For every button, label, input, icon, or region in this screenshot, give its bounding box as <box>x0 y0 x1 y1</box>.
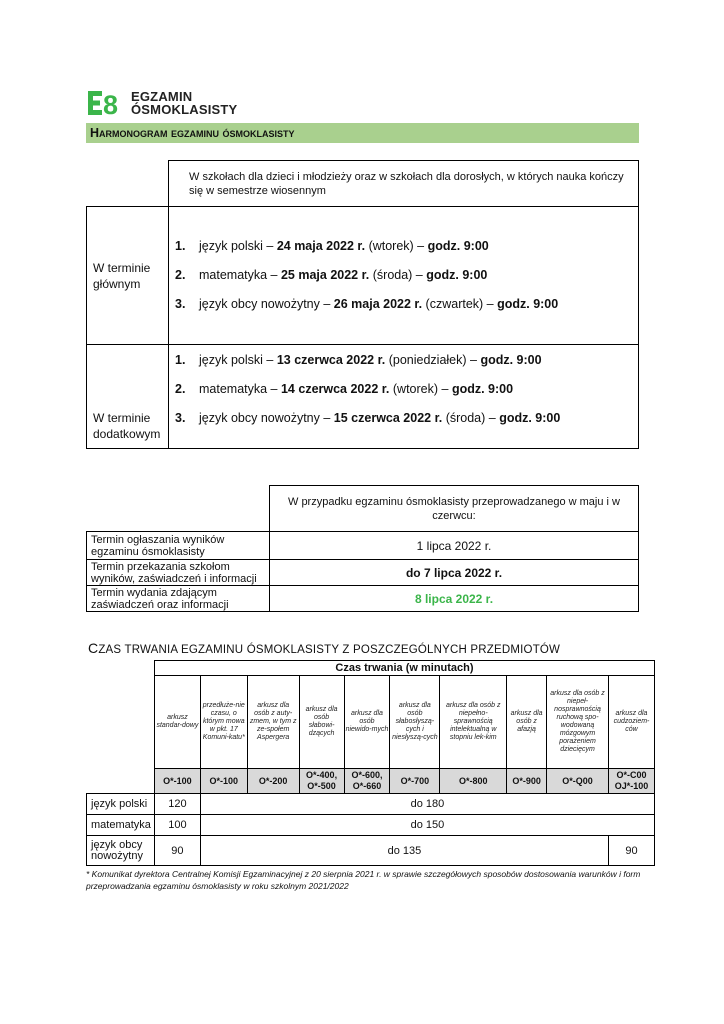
exam-day: (czwartek) – <box>422 297 498 311</box>
exam-item <box>175 375 638 404</box>
exam-num: 1. <box>175 239 186 253</box>
exam-time: godz. 9:00 <box>427 239 489 253</box>
exam-subject: język polski – <box>199 353 277 367</box>
exam-subject: matematyka – <box>199 268 281 282</box>
duration-value: 100 <box>154 815 200 836</box>
exam-subject: język obcy nowożytny – <box>199 297 334 311</box>
exam-date: 26 maja 2022 r. <box>333 297 423 311</box>
duration-table <box>86 660 655 866</box>
exam-date: 13 czerwca 2022 r. <box>276 353 386 367</box>
exam-time: godz. 9:00 <box>499 411 561 425</box>
main-term-label: W terminie głównym <box>87 207 169 345</box>
exam-item <box>175 261 638 290</box>
exam-num: 3. <box>175 411 186 425</box>
column-code: O*-Q00 <box>547 769 609 794</box>
exam-num: 3. <box>175 297 186 311</box>
exam-num: 2. <box>175 268 186 282</box>
footnote: * Komunikat dyrektora Centralnej Komisji Egzaminacyjnej z 20 sierpnia 2021 r. w sprawie szczegółowych sposobów dostosowania warunków i form przeprowadzania egzaminu ósmoklasisty w roku szkolnym 2021/2022 <box>86 869 641 891</box>
duration-value: 90 <box>154 836 200 866</box>
exam-day: (wtorek) – <box>365 239 428 253</box>
page-title: Harmonogram egzaminu ósmoklasisty <box>90 126 295 140</box>
exam-item <box>175 290 638 319</box>
exam-day: (środa) – <box>442 411 500 425</box>
logo-line2: ÓSMOKLASISTY <box>131 102 238 117</box>
extra-term-label: W terminie dodatkowym <box>87 345 169 449</box>
subject-label: język polski <box>87 794 155 815</box>
column-code: O*-800 <box>440 769 507 794</box>
results-row-label: Termin ogłaszania wyników egzaminu ósmoklasisty <box>87 532 270 560</box>
column-code: O*-C00 OJ*-100 <box>608 769 654 794</box>
column-description: przedłuże-nie czasu, o którym mowa w pkt. 17 Komuni-katu* <box>200 676 247 769</box>
column-code: O*-400, O*-500 <box>299 769 344 794</box>
schedule-header: W szkołach dla dzieci i młodzieży oraz w szkołach dla dorosłych, w których nauka kończy się w semestrze wiosennym <box>169 161 639 207</box>
exam-day: (środa) – <box>369 268 427 282</box>
exam-item <box>175 232 638 261</box>
results-row-label: Termin przekazania szkołom wyników, zaświadczeń i informacji <box>87 560 270 586</box>
exam-date: 14 czerwca 2022 r. <box>280 382 390 396</box>
results-table <box>86 485 639 612</box>
exam-time: godz. 9:00 <box>426 268 488 282</box>
column-code: O*-600, O*-660 <box>344 769 390 794</box>
exam-subject: język obcy nowożytny – <box>199 411 334 425</box>
column-description: arkusz dla osób z niepełno-sprawnością intelektualną w stopniu lek-kim <box>440 676 507 769</box>
results-row-value-highlight: 8 lipca 2022 r. <box>270 586 639 612</box>
duration-value: 120 <box>154 794 200 815</box>
extra-term-list <box>169 346 638 433</box>
exam-time: godz. 9:00 <box>480 353 542 367</box>
logo-text <box>131 90 237 116</box>
duration-title: CZAS TRWANIA EGZAMINU ÓSMOKLASISTY Z POSZCZEGÓLNYCH PRZEDMIOTÓW <box>88 640 561 656</box>
main-term-list <box>169 232 638 319</box>
duration-value: do 180 <box>200 794 654 815</box>
column-description: arkusz dla osób z afazją <box>507 676 547 769</box>
column-description: arkusz dla osób słabowi-dzących <box>299 676 344 769</box>
results-header: W przypadku egzaminu ósmoklasisty przeprowadzanego w maju i w czerwcu: <box>270 486 639 532</box>
exam-num: 2. <box>175 382 186 396</box>
results-row-label: Termin wydania zdającym zaświadczeń oraz informacji <box>87 586 270 612</box>
column-code: O*-900 <box>507 769 547 794</box>
column-code: O*-200 <box>247 769 299 794</box>
exam-item <box>175 404 638 433</box>
column-code: O*-700 <box>390 769 440 794</box>
column-description: arkusz dla osób z niepeł-nosprawnością ruchową spo-wodowaną mózgowym porażeniem dziecięcym <box>547 676 609 769</box>
schedule-table <box>86 160 639 449</box>
column-description: arkusz standar-dowy <box>154 676 200 769</box>
column-code: O*-100 <box>200 769 247 794</box>
exam-date: 15 czerwca 2022 r. <box>333 411 443 425</box>
exam-time: godz. 9:00 <box>451 382 514 396</box>
svg-text:8: 8 <box>103 90 119 116</box>
results-row-value: 1 lipca 2022 r. <box>270 532 639 560</box>
duration-value: do 150 <box>200 815 654 836</box>
subject-label: język obcy nowożytny <box>87 836 155 866</box>
e8-logo-icon <box>88 90 128 116</box>
exam-subject: matematyka – <box>199 382 281 396</box>
column-description: arkusz dla osób z auty-zmem, w tym z ze-społem Aspergera <box>247 676 299 769</box>
column-description: arkusz dla cudzoziem-ców <box>608 676 654 769</box>
results-row-value: do 7 lipca 2022 r. <box>270 560 639 586</box>
exam-day: (poniedziałek) – <box>385 353 481 367</box>
exam-date: 24 maja 2022 r. <box>276 239 366 253</box>
exam-item <box>175 346 638 375</box>
exam-day: (wtorek) – <box>389 382 452 396</box>
duration-column-header: Czas trwania (w minutach) <box>154 661 654 676</box>
column-description: arkusz dla osób niewido-mych <box>344 676 390 769</box>
exam-subject: język polski – <box>199 239 277 253</box>
duration-value: do 135 <box>200 836 608 866</box>
duration-value: 90 <box>608 836 654 866</box>
column-description: arkusz dla osób słabosłyszą-cych i niesłyszą-cych <box>390 676 440 769</box>
exam-num: 1. <box>175 353 186 367</box>
exam-time: godz. 9:00 <box>497 297 559 311</box>
exam-date: 25 maja 2022 r. <box>280 268 370 282</box>
logo-line1: EGZAMIN <box>131 89 193 104</box>
column-code: O*-100 <box>154 769 200 794</box>
subject-label: matematyka <box>87 815 155 836</box>
